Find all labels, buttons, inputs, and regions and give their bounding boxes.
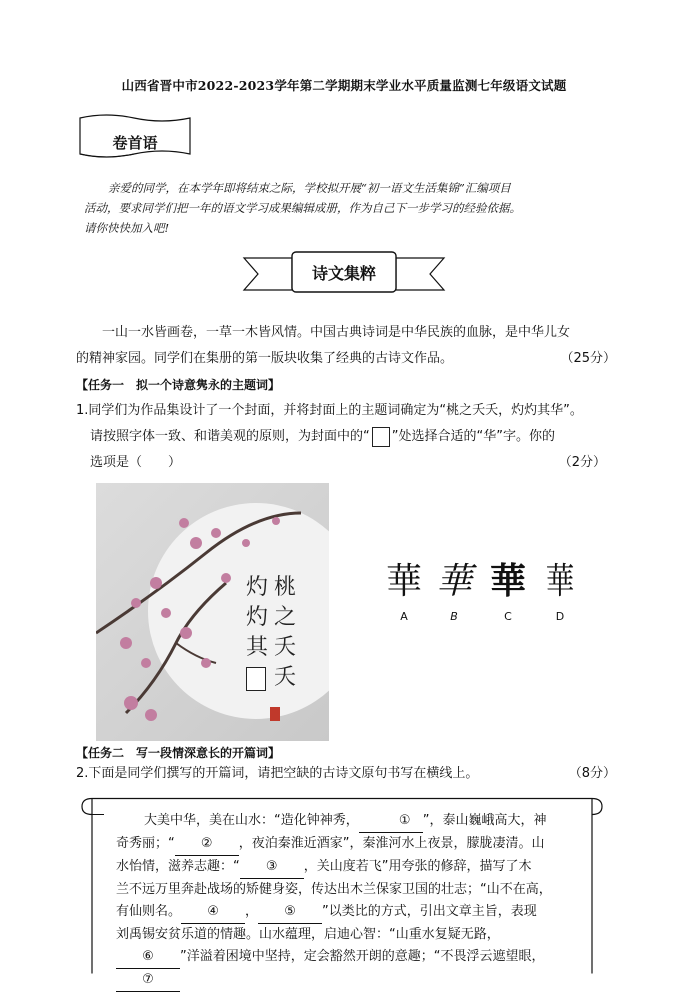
preface-text xyxy=(84,178,624,238)
blank-1[interactable]: ① xyxy=(359,810,423,833)
option-c-letter: C xyxy=(504,610,512,623)
blank-4[interactable]: ④ xyxy=(181,901,245,924)
cover-column-2 xyxy=(246,573,269,691)
passage-line xyxy=(116,969,588,992)
text-run: 有仙则名。 xyxy=(116,904,182,919)
options-row xyxy=(380,560,580,630)
q1-line2 xyxy=(76,424,632,450)
passage-line: 兰不远万里奔赴战场的矫健身姿，传达出木兰保家卫国的壮志；“山不在高， xyxy=(116,882,552,897)
cover-image xyxy=(96,483,329,741)
passage-line xyxy=(116,856,588,879)
text-run: ，夜泊秦淮近酒家”，秦淮河水上夜景，朦胧凄清。山 xyxy=(238,836,545,851)
q1-score: （2分） xyxy=(558,455,606,470)
passage-text xyxy=(116,810,588,992)
cover-char: 灼 xyxy=(246,605,269,630)
blank-box-icon xyxy=(372,427,390,447)
option-a-glyph: 華 xyxy=(385,561,422,602)
option-c-glyph: 華 xyxy=(489,561,526,602)
q1-answer-slot: 选项是（ ） xyxy=(90,455,182,470)
preface-line: 亲爱的同学，在本学年即将结束之际，学校拟开展“初一语文生活集锦”汇编项目 xyxy=(108,181,511,195)
text-run: 大美中华，美在山水：“造化钟神秀， xyxy=(144,813,359,828)
q1-line2b: ”处选择合适的“华”字。你的 xyxy=(391,429,555,444)
text-run: 水怡情，滋养志趣：“ xyxy=(116,859,240,874)
preface-banner xyxy=(76,112,194,168)
preface-line: 请你快快加入吧! xyxy=(84,221,170,235)
blank-5[interactable]: ⑤ xyxy=(258,901,322,924)
option-a[interactable] xyxy=(380,560,428,623)
cover-char: 其 xyxy=(246,635,269,660)
passage-line: 刘禹锡安贫乐道的情趣。山水蕴理，启迪心智：“山重水复疑无路， xyxy=(116,927,500,942)
task2-heading: 【任务二 写一段情深意长的开篇词】 xyxy=(76,746,281,760)
blank-6[interactable]: ⑥ xyxy=(116,946,180,969)
section-intro-line: 一山一水皆画卷，一草一木皆风情。中国古典诗词是中华民族的血脉，是中华儿女 xyxy=(102,325,571,340)
cover-char: 之 xyxy=(274,605,297,630)
q1-line2a: 请按照字体一致、和谐美观的原则，为封面中的“ xyxy=(90,429,370,444)
cover-char: 灼 xyxy=(246,575,269,600)
blank-7[interactable]: ⑦ xyxy=(116,969,180,992)
section-heading: 诗文集粹 xyxy=(311,264,376,283)
option-c[interactable] xyxy=(484,560,532,623)
text-run: ， xyxy=(245,904,259,919)
question-2 xyxy=(76,764,616,784)
text-run: ，关山度若飞”用夸张的修辞，描写了木 xyxy=(303,859,532,874)
blank-3[interactable]: ③ xyxy=(240,856,304,879)
option-a-letter: A xyxy=(400,610,408,623)
q2-text: 2.下面是同学们撰写的开篇词，请把空缺的古诗文原句书写在横线上。 xyxy=(76,766,479,781)
section-intro-line-2 xyxy=(76,346,616,372)
preface-heading: 卷首语 xyxy=(112,134,158,152)
cover-column-1 xyxy=(274,573,297,693)
passage-line xyxy=(116,810,588,833)
option-b-letter: B xyxy=(450,610,458,623)
q1-line3 xyxy=(76,450,620,476)
section-intro-text: 的精神家园。同学们在集册的第一版块收集了经典的古诗文作品。 xyxy=(76,351,454,366)
cover-char: 桃 xyxy=(274,575,297,600)
section-score: （25分） xyxy=(560,351,616,366)
option-b[interactable] xyxy=(430,560,478,623)
option-d-letter: D xyxy=(555,610,565,623)
passage-line xyxy=(116,946,588,969)
option-d[interactable] xyxy=(536,560,584,623)
preface-line: 活动，要求同学们把一年的语文学习成果编辑成册，作为自己下一步学习的经验依据。 xyxy=(84,201,521,215)
blank-2[interactable]: ② xyxy=(175,833,239,856)
task1-heading: 【任务一 拟一个诗意隽永的主题词】 xyxy=(76,378,281,392)
text-run: ”以类比的方式，引出文章主旨，表现 xyxy=(322,904,537,919)
section-ribbon xyxy=(242,250,446,296)
passage-line xyxy=(116,901,588,924)
option-b-glyph: 華 xyxy=(435,561,472,602)
cover-char: 夭 xyxy=(274,665,297,690)
option-d-glyph: 華 xyxy=(545,561,575,602)
question-1 xyxy=(76,398,632,476)
exam-title: 山西省晋中市2022-2023学年第二学期期末学业水平质量监测七年级语文试题 xyxy=(121,78,567,93)
cover-char: 夭 xyxy=(274,635,297,660)
text-run: 奇秀丽；“ xyxy=(116,836,175,851)
passage-line xyxy=(116,833,588,856)
cover-blank-box xyxy=(246,667,266,691)
text-run: ”，泰山巍峨高大，神 xyxy=(422,813,547,828)
q2-score: （8分） xyxy=(568,766,616,781)
q1-line1: 1.同学们为作品集设计了一个封面，并将封面上的主题词确定为“桃之夭夭，灼灼其华”。 xyxy=(76,403,583,418)
text-run: ”洋溢着困境中坚持，定会豁然开朗的意趣；“不畏浮云遮望眼， xyxy=(180,949,545,964)
